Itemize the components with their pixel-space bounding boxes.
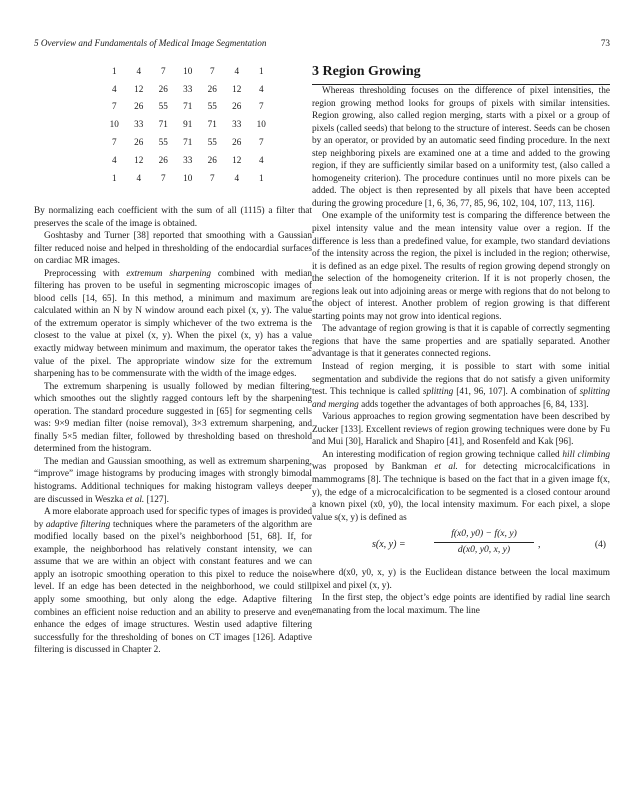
matrix-cell: 7: [111, 101, 117, 112]
matrix-cell: 55: [207, 101, 217, 112]
matrix-cell: 71: [207, 119, 217, 130]
matrix-cell: 10: [109, 119, 119, 130]
matrix-cell: 7: [160, 65, 166, 76]
matrix-row: [102, 133, 274, 151]
matrix-cell: 1: [111, 65, 117, 76]
paragraph: Preprocessing with extremum sharpening combined with median filtering has proven to be useful in segmenting microscopic images of blood cells [14, 65]. In this method, a minimum and maximum are calculated within an N by N window around each pixel (x, y). The value of the extremum operator is simply whichever of the two extrema is the closest to the value at pixel (x, y). When the pixel (x, y) has a value exactly midway between minimum and maximum, the operator takes the value of the pixel. The appropriate window size for the extremum sharpening has to be commensurate with the width of the image edges.: [34, 268, 312, 380]
paragraph: where d(x0, y0, x, y) is the Euclidean distance between the local maximum pixel and pixel (x, y).: [312, 568, 610, 591]
matrix-cell: 26: [158, 154, 168, 165]
matrix-cell: 10: [183, 65, 193, 76]
matrix-cell: 4: [258, 83, 264, 94]
matrix-row: [102, 169, 274, 187]
matrix-cell: 33: [183, 154, 193, 165]
paragraph: Whereas thresholding focuses on the difference of pixel intensities, the region growing method looks for groups of pixels with similar intensities. Region growing, also called region merging, starts with a pixel or a group of pixels (called seeds) that belong to the structure of interest. Seeds can be chosen by an operator, or provided by an automatic seed finding procedure. In the next step neighboring pixels are examined one at a time and added to the growing region, if they are sufficiently similar based on a uniformity test, (also called a homogeneity criterion). The procedure continues until no more pixels can be added. The object is then represented by all pixels that have been accepted during the growing procedure [1, 6, 36, 77, 85, 96, 102, 104, 107, 113, 116].: [312, 86, 610, 209]
matrix-cell: 26: [134, 101, 144, 112]
equation-4: [312, 528, 610, 564]
paragraph: Various approaches to region growing segmentation have been described by Zucker [133]. Excellent reviews of region growing techniques were done by Fu and Mui [30], Haralick and Shapiro [41], and Rosenfeld and Kak [96].: [312, 412, 610, 448]
matrix-cell: 26: [207, 154, 217, 165]
paragraph: In the first step, the object’s edge points are identified by radial line search emanating from the local maximum. The line: [312, 593, 610, 616]
matrix-cell: 55: [158, 101, 168, 112]
matrix-cell: 26: [232, 101, 242, 112]
matrix-row: [102, 62, 274, 80]
matrix-cell: 26: [232, 137, 242, 148]
matrix-cell: 55: [207, 137, 217, 148]
matrix-cell: 7: [258, 101, 264, 112]
paragraph: An interesting modification of region growing technique called hill climbing was proposed by Bankman et al. for detecting microcalcifications in mammograms [8]. The technique is based on the fact that in a given image f(x, y), the edge of a microcalcification to be segmented is a closed contour around a known pixel (x0, y0), the local intensity maximum. For each pixel, a slope value s(x, y) is defined as: [312, 449, 611, 523]
matrix-cell: 1: [258, 172, 264, 183]
paragraph: The median and Gaussian smoothing, as well as extremum sharpening, “improve” image histograms by producing images with strongly bimodal histograms. Additional techniques for making histogram valleys deeper are discussed in Weszka et al. [127].: [34, 456, 312, 505]
right-column: [312, 62, 610, 617]
matrix-row: [102, 115, 274, 133]
paragraph: One example of the uniformity test is comparing the difference between the pixel intensity value and the mean intensity value over a region. If the difference is less than a predefined value, for example, two standard deviations of the intensity across the region, the pixel is included in the region; otherwise, it is defined as an edge pixel. The results of region growing depend strongly on the selection of the homogeneity criterion. If it is not properly chosen, the regions leak out into adjoining areas or merge with regions that do not belong to the object of interest. Another problem of region growing is that different starting points may not grow into identical regions.: [312, 211, 610, 322]
matrix-row: [102, 151, 274, 169]
paragraph: The extremum sharpening is usually followed by median filtering, which smoothes out the slightly ragged contours left by the sharpening operation. The standard procedure suggested in [65] for segmenting cells was: 9×9 median filter (noise removal), 3×3 extremum sharpening, and finally 5×5 median filter, followed by thresholding based on threshold determined from the histogram.: [34, 381, 312, 455]
matrix-cell: 4: [234, 65, 240, 76]
matrix-cell: 26: [158, 83, 168, 94]
matrix-cell: 4: [111, 83, 117, 94]
matrix-cell: 71: [158, 119, 168, 130]
matrix-cell: 4: [136, 65, 142, 76]
equation-numerator: f(x0, y0) − f(x, y): [434, 528, 534, 543]
paragraph: By normalizing each coefficient with the sum of all (1115) a filter that preserves the scale of the image is obtained.: [34, 206, 312, 229]
matrix-cell: 26: [134, 137, 144, 148]
matrix-cell: 4: [258, 154, 264, 165]
matrix-cell: 33: [232, 119, 242, 130]
matrix-cell: 33: [183, 83, 193, 94]
equation-lhs: s(x, y) =: [372, 539, 406, 551]
matrix-cell: 4: [111, 154, 117, 165]
matrix-cell: 7: [258, 137, 264, 148]
paragraph: Goshtasby and Turner [38] reported that smoothing with a Gaussian filter reduced noise and helped in thresholding of the endocardial surfaces on cardiac MR images.: [34, 231, 312, 267]
equation-number: (4): [594, 539, 606, 551]
matrix-cell: 1: [111, 172, 117, 183]
matrix-cell: 91: [183, 119, 193, 130]
matrix-cell: 7: [160, 172, 166, 183]
paragraph: A more elaborate approach used for specific types of images is provided by adaptive filtering techniques where the parameters of the algorithm are modified locally based on the pixel’s neighborhood [51, 68]. If, for example, the neighborhood has relatively constant intensity, we can assume that we are within an object with constant features and we can apply an isotropic smoothing operation to this pixel to reduce the noise level. If an edge has been detected in the neighborhood, we could still apply some smoothing, but only along the edge. Adaptive filtering combines an efficient noise reduction and an ability to preserve and even enhance the edges of image structures. Westin used adaptive filtering successfully for the thresholding of bones on CT images [126]. Adaptive filtering is discussed in Chapter 2.: [34, 507, 312, 656]
matrix-cell: 71: [183, 101, 193, 112]
matrix-cell: 71: [183, 137, 193, 148]
matrix-cell: 10: [183, 172, 193, 183]
matrix-cell: 26: [207, 83, 217, 94]
matrix-cell: 7: [209, 65, 215, 76]
matrix-cell: 12: [134, 83, 144, 94]
matrix-cell: 12: [134, 154, 144, 165]
matrix-cell: 7: [209, 172, 215, 183]
gaussian-kernel-matrix: [102, 62, 274, 187]
matrix-row: [102, 80, 274, 98]
paragraph: The advantage of region growing is that it is capable of correctly segmenting regions that have the same properties and are spatially separated. Another advantage is that it generates connected regions.: [312, 324, 610, 360]
paragraph: Instead of region merging, it is possible to start with some initial segmentation and subdivide the regions that do not satisfy a given uniformity test. This technique is called splitting [41, 96, 107]. A combination of splitting and merging adds together the advantages of both approaches [6, 84, 133].: [312, 362, 610, 410]
equation-fraction: [434, 528, 534, 556]
matrix-cell: 7: [111, 137, 117, 148]
section-heading: 3 Region Growing: [312, 62, 610, 85]
page-number: 73: [600, 38, 610, 48]
matrix-cell: 12: [232, 154, 242, 165]
matrix-cell: 10: [256, 119, 266, 130]
running-header: [34, 38, 610, 52]
equation-denominator: d(x0, y0, x, y): [457, 543, 511, 555]
chapter-title: 5 Overview and Fundamentals of Medical Image Segmentation: [34, 38, 267, 48]
matrix-cell: 12: [232, 83, 242, 94]
matrix-cell: 4: [234, 172, 240, 183]
matrix-cell: 4: [136, 172, 142, 183]
equation-comma: ,: [538, 539, 541, 551]
left-column: [34, 205, 312, 657]
matrix-cell: 55: [158, 137, 168, 148]
matrix-row: [102, 98, 274, 116]
matrix-cell: 33: [134, 119, 144, 130]
matrix-cell: 1: [258, 65, 264, 76]
